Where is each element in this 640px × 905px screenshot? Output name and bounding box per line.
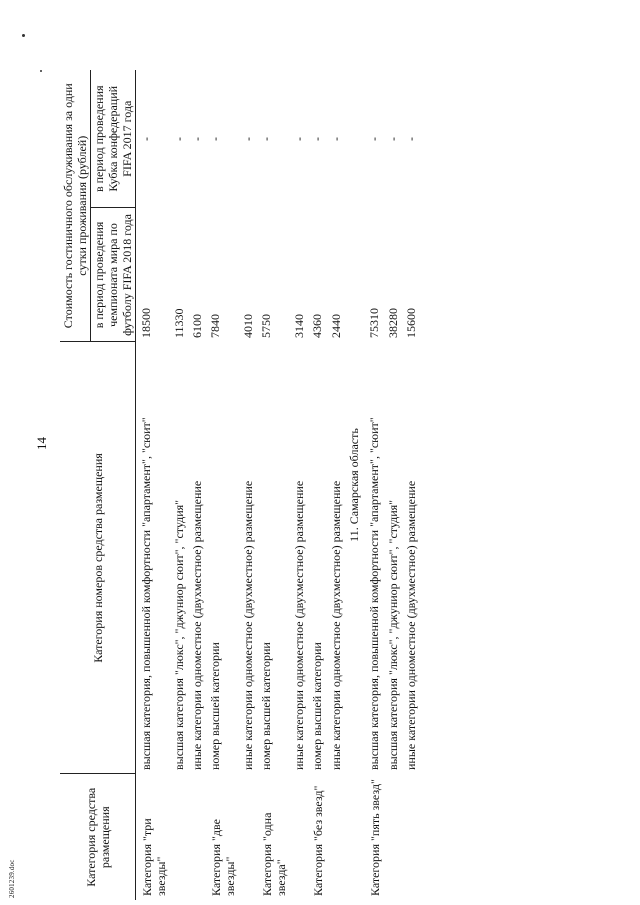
price-2018-cell: 18500 — [139, 308, 153, 338]
room-cell: номер высшей категории — [310, 642, 324, 770]
price-2018-cell: 11330 — [172, 308, 186, 338]
table-row — [256, 70, 289, 900]
scan-speck — [40, 70, 42, 72]
price-2018-cell: 15600 — [404, 308, 418, 338]
page-number: 14 — [34, 437, 49, 450]
table-row — [383, 70, 401, 900]
header-room-category: Категория номеров средства размещения — [60, 342, 136, 774]
category-cell — [326, 774, 344, 900]
table-row — [238, 70, 256, 900]
price-2018-cell: 2440 — [329, 314, 343, 338]
table-row — [205, 70, 238, 900]
room-cell: высшая категория "люкс", "джуниор сюит", "студия" — [386, 499, 400, 770]
table-row — [326, 70, 344, 900]
category-cell — [169, 774, 187, 900]
document-code: 2601239.doc — [8, 859, 16, 898]
price-2017-cell: - — [292, 137, 306, 141]
room-cell: иные категории одноместное (двухместное) размещение — [190, 480, 204, 770]
category-cell: Категория "пять звезд" — [368, 779, 382, 896]
room-cell: иные категории одноместное (двухместное) размещение — [292, 480, 306, 770]
room-cell: высшая категория "люкс", "джуниор сюит", "студия" — [172, 499, 186, 770]
room-cell: высшая категория, повышенной комфортности "апартамент", "сюит" — [367, 417, 381, 770]
category-cell: Категория "две звезды" — [209, 819, 237, 896]
room-cell: номер высшей категории — [208, 642, 222, 770]
table-row — [169, 70, 187, 900]
category-cell: Категория "без звезд" — [311, 785, 325, 896]
price-2017-cell: - — [310, 137, 324, 141]
table-row — [187, 70, 205, 900]
region-heading: 11. Самарская область — [347, 428, 361, 542]
category-cell — [383, 774, 401, 900]
price-2017-cell: - — [386, 137, 400, 141]
table-row — [401, 70, 419, 900]
price-2017-cell: - — [329, 137, 343, 141]
category-cell: Категория "одна звезда" — [260, 812, 288, 896]
hotel-rates-table — [60, 70, 419, 900]
hotel-rates-table-wrapper — [60, 70, 500, 900]
room-cell: номер высшей категории — [259, 642, 273, 770]
price-2018-cell: 3140 — [292, 314, 306, 338]
header-period-2018: в период проведения чемпионата мира по футболу FIFA 2018 года — [91, 208, 136, 342]
price-2018-cell: 75310 — [367, 308, 381, 338]
price-2017-cell: - — [404, 137, 418, 141]
table-row — [136, 70, 170, 900]
price-2018-cell: 38280 — [386, 308, 400, 338]
room-cell: иные категории одноместное (двухместное) размещение — [241, 480, 255, 770]
table-row — [289, 70, 307, 900]
category-cell: Категория "три звезды" — [140, 818, 168, 896]
price-2017-cell: - — [139, 137, 153, 141]
price-2017-cell: - — [208, 137, 222, 141]
price-2018-cell: 5750 — [259, 314, 273, 338]
price-2017-cell: - — [367, 137, 381, 141]
price-2018-cell: 4010 — [241, 314, 255, 338]
room-cell: иные категории одноместное (двухместное) размещение — [404, 480, 418, 770]
room-cell: высшая категория, повышенной комфортности "апартамент", "сюит" — [139, 417, 153, 770]
price-2017-cell: - — [259, 137, 273, 141]
table-row — [307, 70, 326, 900]
table-row — [364, 70, 383, 900]
price-2017-cell: - — [241, 137, 255, 141]
header-category: Категория средства размещения — [60, 774, 136, 900]
category-cell — [289, 774, 307, 900]
price-2017-cell: - — [190, 137, 204, 141]
price-2018-cell: 4360 — [310, 314, 324, 338]
scan-speck — [22, 34, 25, 37]
category-cell — [401, 774, 419, 900]
room-cell: иные категории одноместное (двухместное) размещение — [329, 480, 343, 770]
price-2018-cell: 7840 — [208, 314, 222, 338]
category-cell — [187, 774, 205, 900]
header-cost-group: Стоимость гостиничного обслуживания за одни сутки проживания (рублей) — [60, 70, 91, 342]
price-2017-cell: - — [172, 137, 186, 141]
header-period-2017: в период проведения Кубка конфедераций FIFA 2017 года — [91, 70, 136, 208]
region-row — [344, 70, 364, 900]
price-2018-cell: 6100 — [190, 314, 204, 338]
category-cell — [238, 774, 256, 900]
